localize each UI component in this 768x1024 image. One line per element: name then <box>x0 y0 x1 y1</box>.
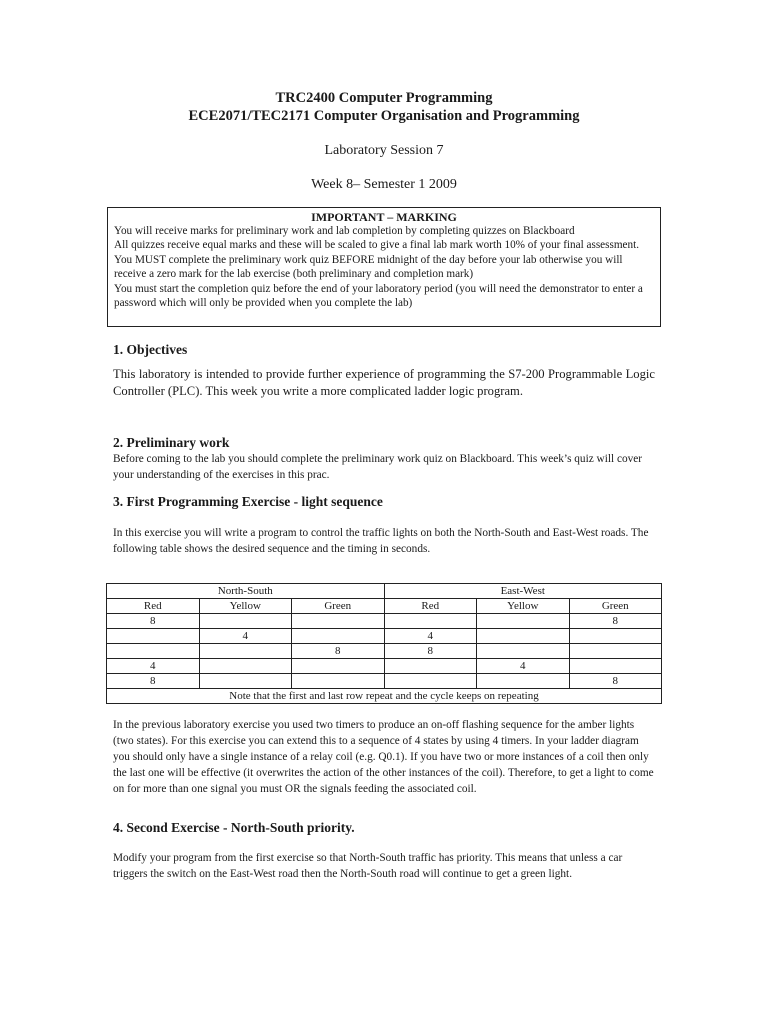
table-row <box>107 644 662 659</box>
table-cell: 8 <box>569 674 662 689</box>
second-exercise-heading: 4. Second Exercise - North-South priority. <box>113 820 355 835</box>
table-cell <box>477 644 570 659</box>
table-cell <box>569 629 662 644</box>
table-cell <box>199 659 292 674</box>
second-exercise-text: Modify your program from the first exercise so that North-South traffic has priority. This means that unless a car triggers the switch on the East-West road then the North-South road will continue to get a green light. <box>113 852 623 880</box>
table-header-row <box>107 599 662 614</box>
table-cell <box>107 629 200 644</box>
table-cell <box>477 629 570 644</box>
table-row <box>107 674 662 689</box>
group-header: East-West <box>384 584 662 599</box>
course-title-1: TRC2400 Computer Programming <box>275 90 493 106</box>
table-cell: 8 <box>292 644 385 659</box>
table-cell <box>199 614 292 629</box>
table-cell: 4 <box>477 659 570 674</box>
table-cell <box>569 644 662 659</box>
table-cell: 4 <box>107 659 200 674</box>
table-cell: 4 <box>199 629 292 644</box>
table-cell <box>292 659 385 674</box>
sequence-table <box>106 583 662 704</box>
column-header: Green <box>569 599 662 614</box>
table-cell <box>384 614 477 629</box>
table-cell <box>477 614 570 629</box>
table-note: Note that the first and last row repeat and the cycle keeps on repeating <box>107 689 662 704</box>
marking-box <box>107 207 661 327</box>
group-header: North-South <box>107 584 385 599</box>
marking-line: You must start the completion quiz before the end of your laboratory period (you will need the demonstrator to enter a password which will only be provided when you complete the lab) <box>114 282 643 310</box>
table-cell <box>569 659 662 674</box>
table-group-row <box>107 584 662 599</box>
table-cell <box>107 644 200 659</box>
table-row <box>107 659 662 674</box>
course-title-2: ECE2071/TEC2171 Computer Organisation and Programming <box>188 108 580 124</box>
table-cell <box>292 629 385 644</box>
first-exercise-intro: In this exercise you will write a program to control the traffic lights on both the North-South and East-West roads. The following table shows the desired sequence and the timing in seconds. <box>113 527 649 555</box>
table-row <box>107 629 662 644</box>
objectives-text: This laboratory is intended to provide further experience of programming the S7-200 Programmable Logic Controller (PLC). This week you write a more complicated ladder logic program. <box>113 367 655 398</box>
column-header: Yellow <box>199 599 292 614</box>
table-cell <box>292 674 385 689</box>
marking-line: All quizzes receive equal marks and these will be scaled to give a final lab mark worth 10% of your final assessment. <box>114 239 640 252</box>
session-title: Laboratory Session 7 <box>324 143 444 158</box>
table-cell <box>199 674 292 689</box>
table-cell <box>477 674 570 689</box>
column-header: Green <box>292 599 385 614</box>
table-cell: 4 <box>384 629 477 644</box>
week-label: Week 8– Semester 1 2009 <box>311 177 457 192</box>
marking-box-title: IMPORTANT – MARKING <box>311 210 457 224</box>
column-header: Red <box>107 599 200 614</box>
marking-line: You MUST complete the preliminary work quiz BEFORE midnight of the day before your lab otherwise you will receive a zero mark for the lab exercise (both preliminary and completion mark) <box>114 253 623 281</box>
objectives-heading: 1. Objectives <box>113 342 188 357</box>
marking-line: You will receive marks for preliminary work and lab completion by completing quizzes on Blackboard <box>114 225 575 237</box>
table-cell: 8 <box>107 614 200 629</box>
column-header: Red <box>384 599 477 614</box>
table-cell: 8 <box>569 614 662 629</box>
table-cell <box>384 674 477 689</box>
table-cell: 8 <box>384 644 477 659</box>
table-cell: 8 <box>107 674 200 689</box>
preliminary-text: Before coming to the lab you should complete the preliminary work quiz on Blackboard. This week’s quiz will cover your understanding of the exercises in this prac. <box>113 453 643 481</box>
preliminary-heading: 2. Preliminary work <box>113 435 230 450</box>
table-note-row <box>107 689 662 704</box>
first-exercise-heading: 3. First Programming Exercise - light sequence <box>113 494 383 509</box>
table-cell <box>292 614 385 629</box>
column-header: Yellow <box>477 599 570 614</box>
first-exercise-explanation: In the previous laboratory exercise you used two timers to produce an on-off flashing sequence for the amber lights (two states). For this exercise you can extend this to a sequence of 4 states by using 4 timers. In your ladder diagram you should only have a single instance of a relay coil (e.g. Q0.1). If you have two or more instances of a coil then only the last one will be effective (it overwrites the action of the other instances of the coil). Therefore, to get a light to come on for more than one signal you must OR the signals feeding the associated coil. <box>113 719 654 795</box>
table-cell <box>199 644 292 659</box>
table-row <box>107 614 662 629</box>
table-cell <box>384 659 477 674</box>
